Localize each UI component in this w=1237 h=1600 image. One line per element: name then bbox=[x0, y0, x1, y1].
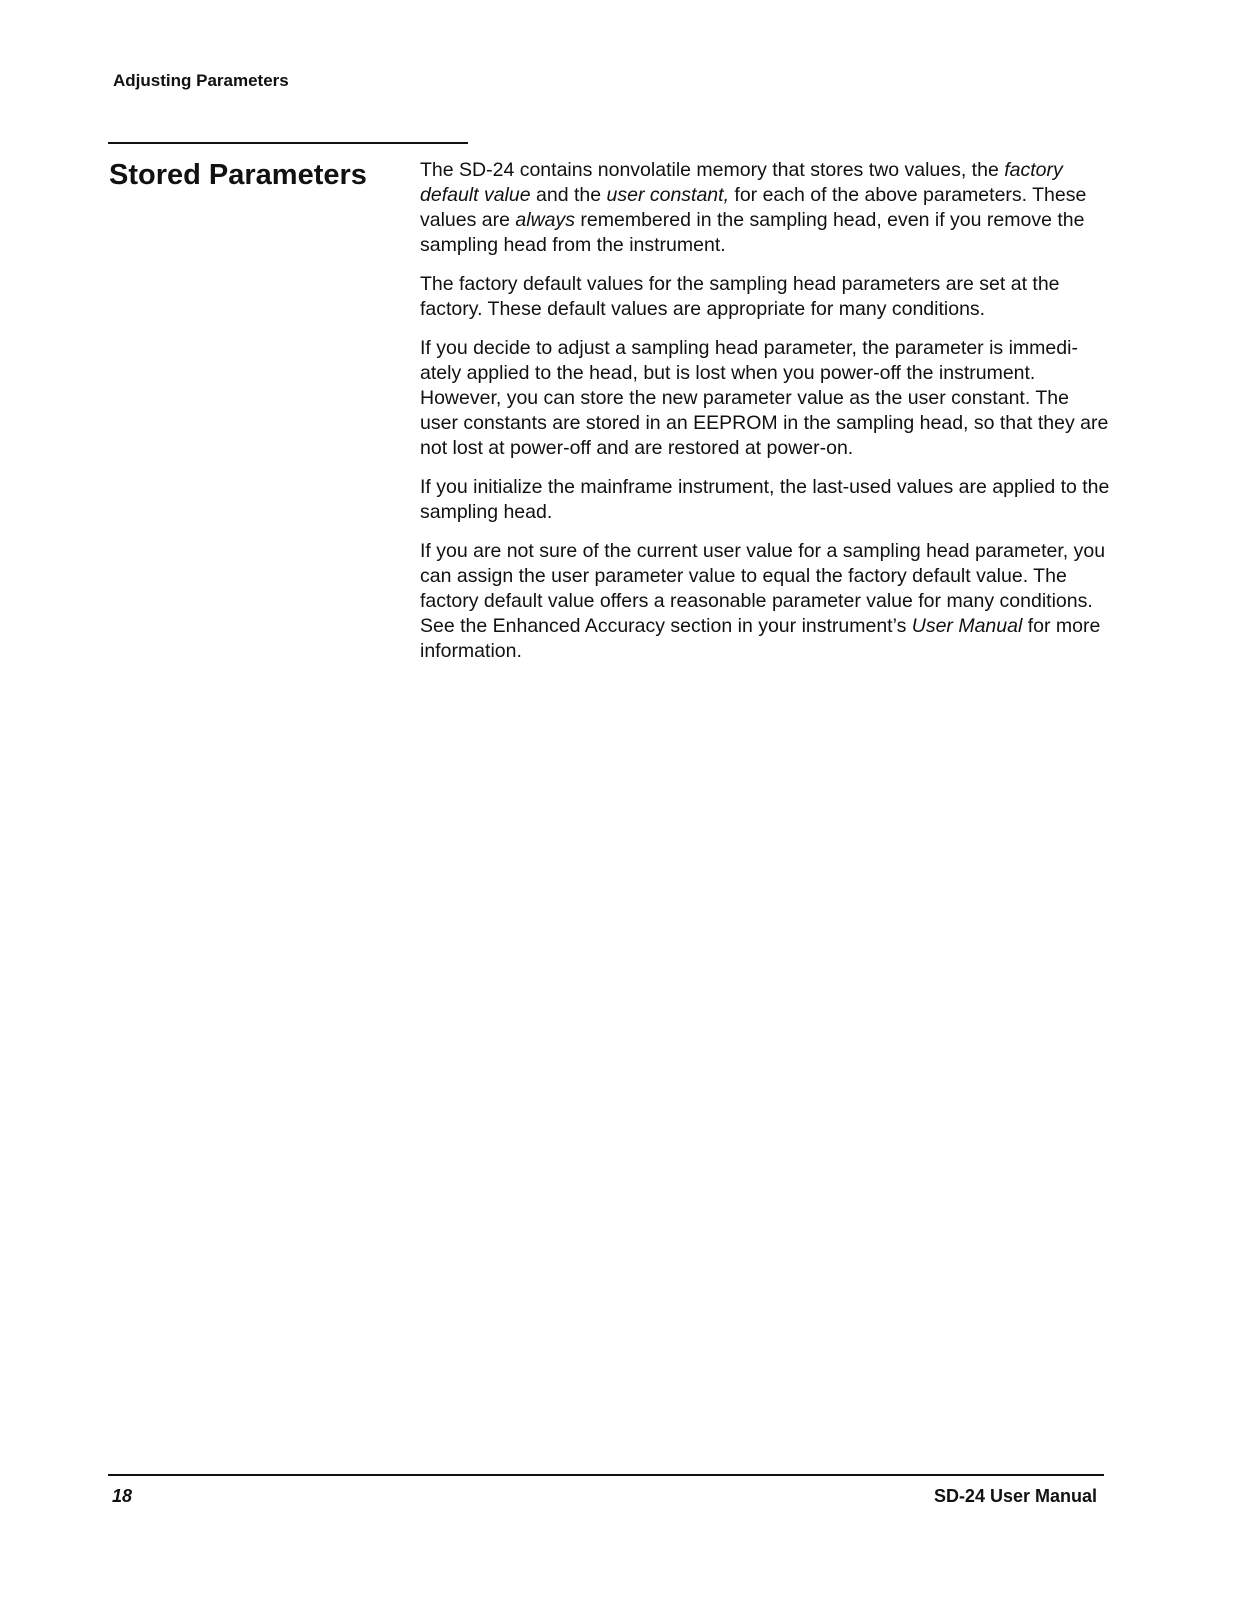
paragraph-4: If you initialize the mainframe instrument, the last-used values are applied to the sampling head. bbox=[420, 476, 1110, 523]
paragraph-5-text-2: for more information. bbox=[420, 615, 1101, 662]
paragraph-1-text-2: and the bbox=[530, 184, 607, 206]
paragraph-3: If you decide to adjust a sampling head parameter, the parameter is immediately applied to the head, but is lost when you power-off the instrument. However, you can store the new parameter value as the user constant. The user constants are stored in an EEPROM in the sampling head, so that they are not lost at power-off and are restored at power-on. bbox=[420, 337, 1109, 459]
term-factory-default-value: factory default value bbox=[420, 159, 1063, 206]
term-user-constant: user constant, bbox=[606, 184, 729, 206]
paragraph-5 bbox=[420, 539, 1110, 664]
section-title: Stored Parameters bbox=[109, 159, 367, 191]
emphasis-always: always bbox=[515, 209, 575, 231]
footer-rule bbox=[108, 1474, 1104, 1476]
page-number: 18 bbox=[112, 1486, 133, 1506]
section-body bbox=[420, 158, 1110, 678]
paragraph-1-text-1: The SD-24 contains nonvolatile memory that stores two values, the bbox=[420, 159, 1005, 181]
reference-user-manual: User Manual bbox=[911, 615, 1023, 637]
paragraph-2: The factory default values for the sampling head parameters are set at the factory. These default values are appropriate for many conditions. bbox=[420, 273, 1060, 320]
running-header: Adjusting Parameters bbox=[113, 71, 289, 90]
paragraph-1-text-3: for each of the above parameters. These values are bbox=[420, 184, 1087, 231]
paragraph-1-text-4: remembered in the sampling head, even if you remove the sampling head from the instrument. bbox=[420, 209, 1085, 256]
manual-title: SD-24 User Manual bbox=[933, 1486, 1097, 1506]
paragraph-1 bbox=[420, 158, 1110, 258]
paragraph-5-text-1: If you are not sure of the current user value for a sampling head parameter, you can assign the user parameter value to equal the factory default value. The factory default value offers a reasonable parameter value for many conditions. See the Enhanced Accuracy section in your instrument’s bbox=[420, 540, 1106, 637]
section-rule bbox=[108, 142, 468, 144]
